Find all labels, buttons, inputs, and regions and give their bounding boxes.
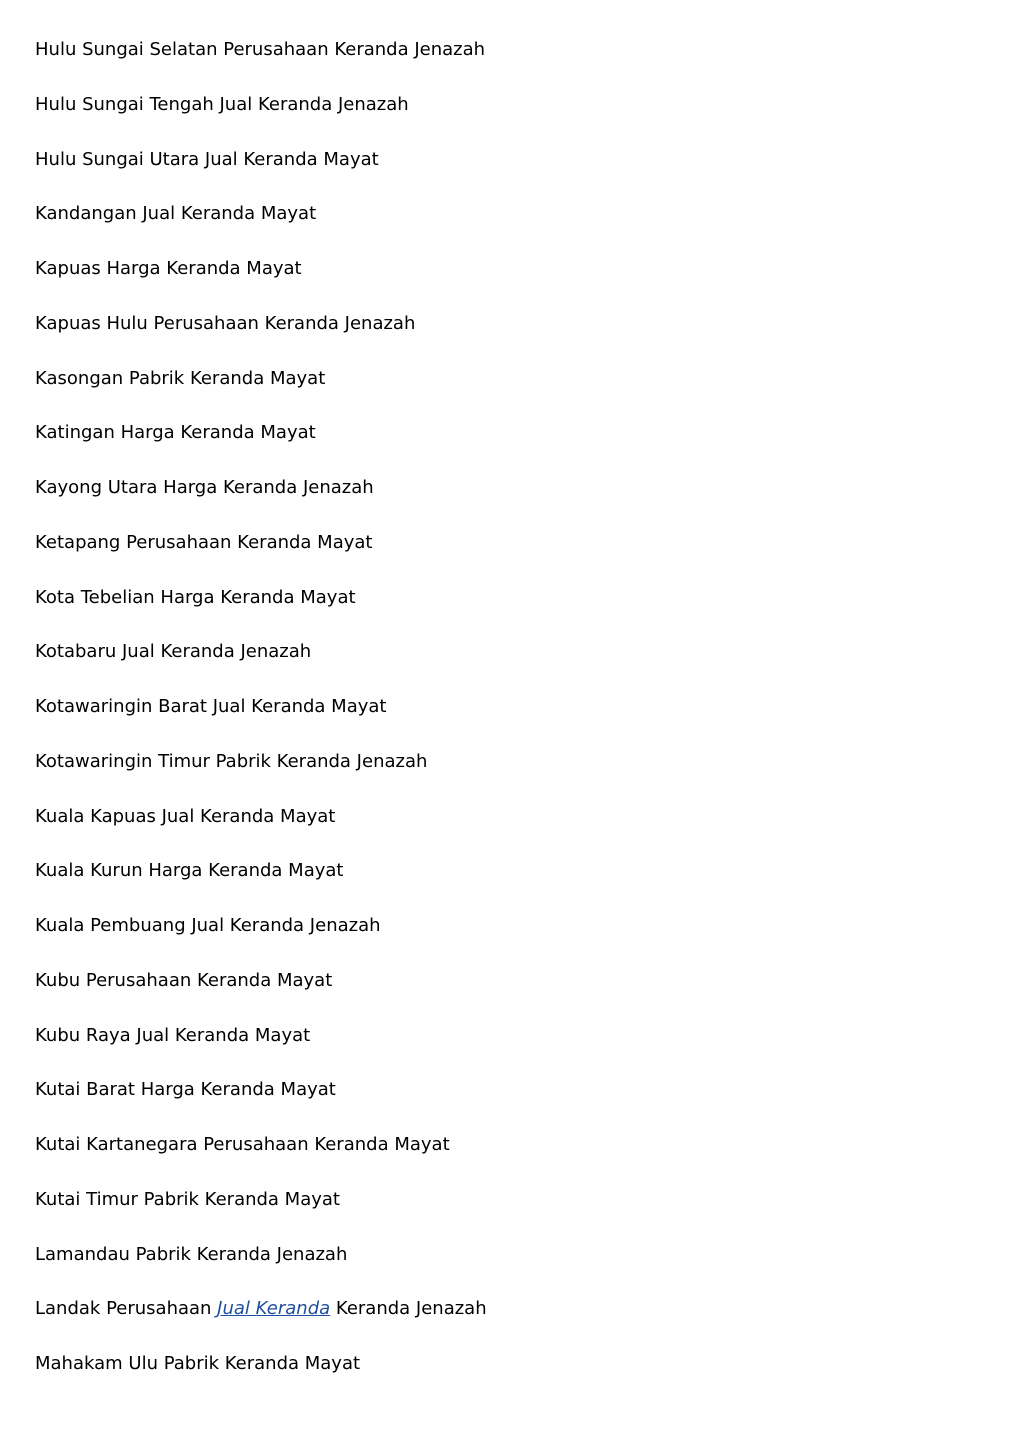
text-line: Hulu Sungai Selatan Perusahaan Keranda Jenazah [35, 39, 486, 60]
text-line: Kubu Raya Jual Keranda Mayat [35, 1024, 311, 1046]
text-line: Kotawaringin Barat Jual Keranda Mayat [35, 696, 387, 717]
text-line: Kubu Perusahaan Keranda Mayat [35, 969, 333, 991]
text-line: Kotawaringin Timur Pabrik Keranda Jenazah [35, 750, 428, 772]
text-line: Hulu Sungai Utara Jual Keranda Mayat [35, 148, 379, 170]
text-line: Lamandau Pabrik Keranda Jenazah [35, 1243, 348, 1265]
text-line: Kandangan Jual Keranda Mayat [35, 203, 317, 225]
text-line: Ketapang Perusahaan Keranda Mayat [35, 531, 373, 553]
document-page [35, 36, 995, 1405]
jual-keranda-link[interactable]: Jual Keranda [217, 1298, 331, 1320]
text-line: Kuala Kurun Harga Keranda Mayat [35, 860, 344, 882]
text-line: Kuala Pembuang Jual Keranda Jenazah [35, 915, 381, 936]
text-line: Kapuas Hulu Perusahaan Keranda Jenazah [35, 312, 416, 334]
link-line-suffix: Keranda Jenazah [330, 1298, 487, 1320]
text-line: Katingan Harga Keranda Mayat [35, 422, 316, 444]
text-line: Kutai Kartanegara Perusahaan Keranda Mayat [35, 1134, 450, 1155]
text-line: Kotabaru Jual Keranda Jenazah [35, 641, 312, 663]
text-line: Kayong Utara Harga Keranda Jenazah [35, 477, 374, 498]
text-line: Mahakam Ulu Pabrik Keranda Mayat [35, 1353, 361, 1374]
text-line: Kutai Barat Harga Keranda Mayat [35, 1079, 336, 1101]
text-line-with-link [35, 1295, 995, 1350]
text-line: Kapuas Harga Keranda Mayat [35, 258, 302, 279]
text-line: Kuala Kapuas Jual Keranda Mayat [35, 805, 336, 827]
text-line: Kasongan Pabrik Keranda Mayat [35, 367, 326, 389]
link-line-prefix: Landak Perusahaan [35, 1298, 218, 1320]
text-line: Hulu Sungai Tengah Jual Keranda Jenazah [35, 93, 409, 115]
text-line: Kota Tebelian Harga Keranda Mayat [35, 586, 356, 608]
text-line: Kutai Timur Pabrik Keranda Mayat [35, 1188, 340, 1210]
